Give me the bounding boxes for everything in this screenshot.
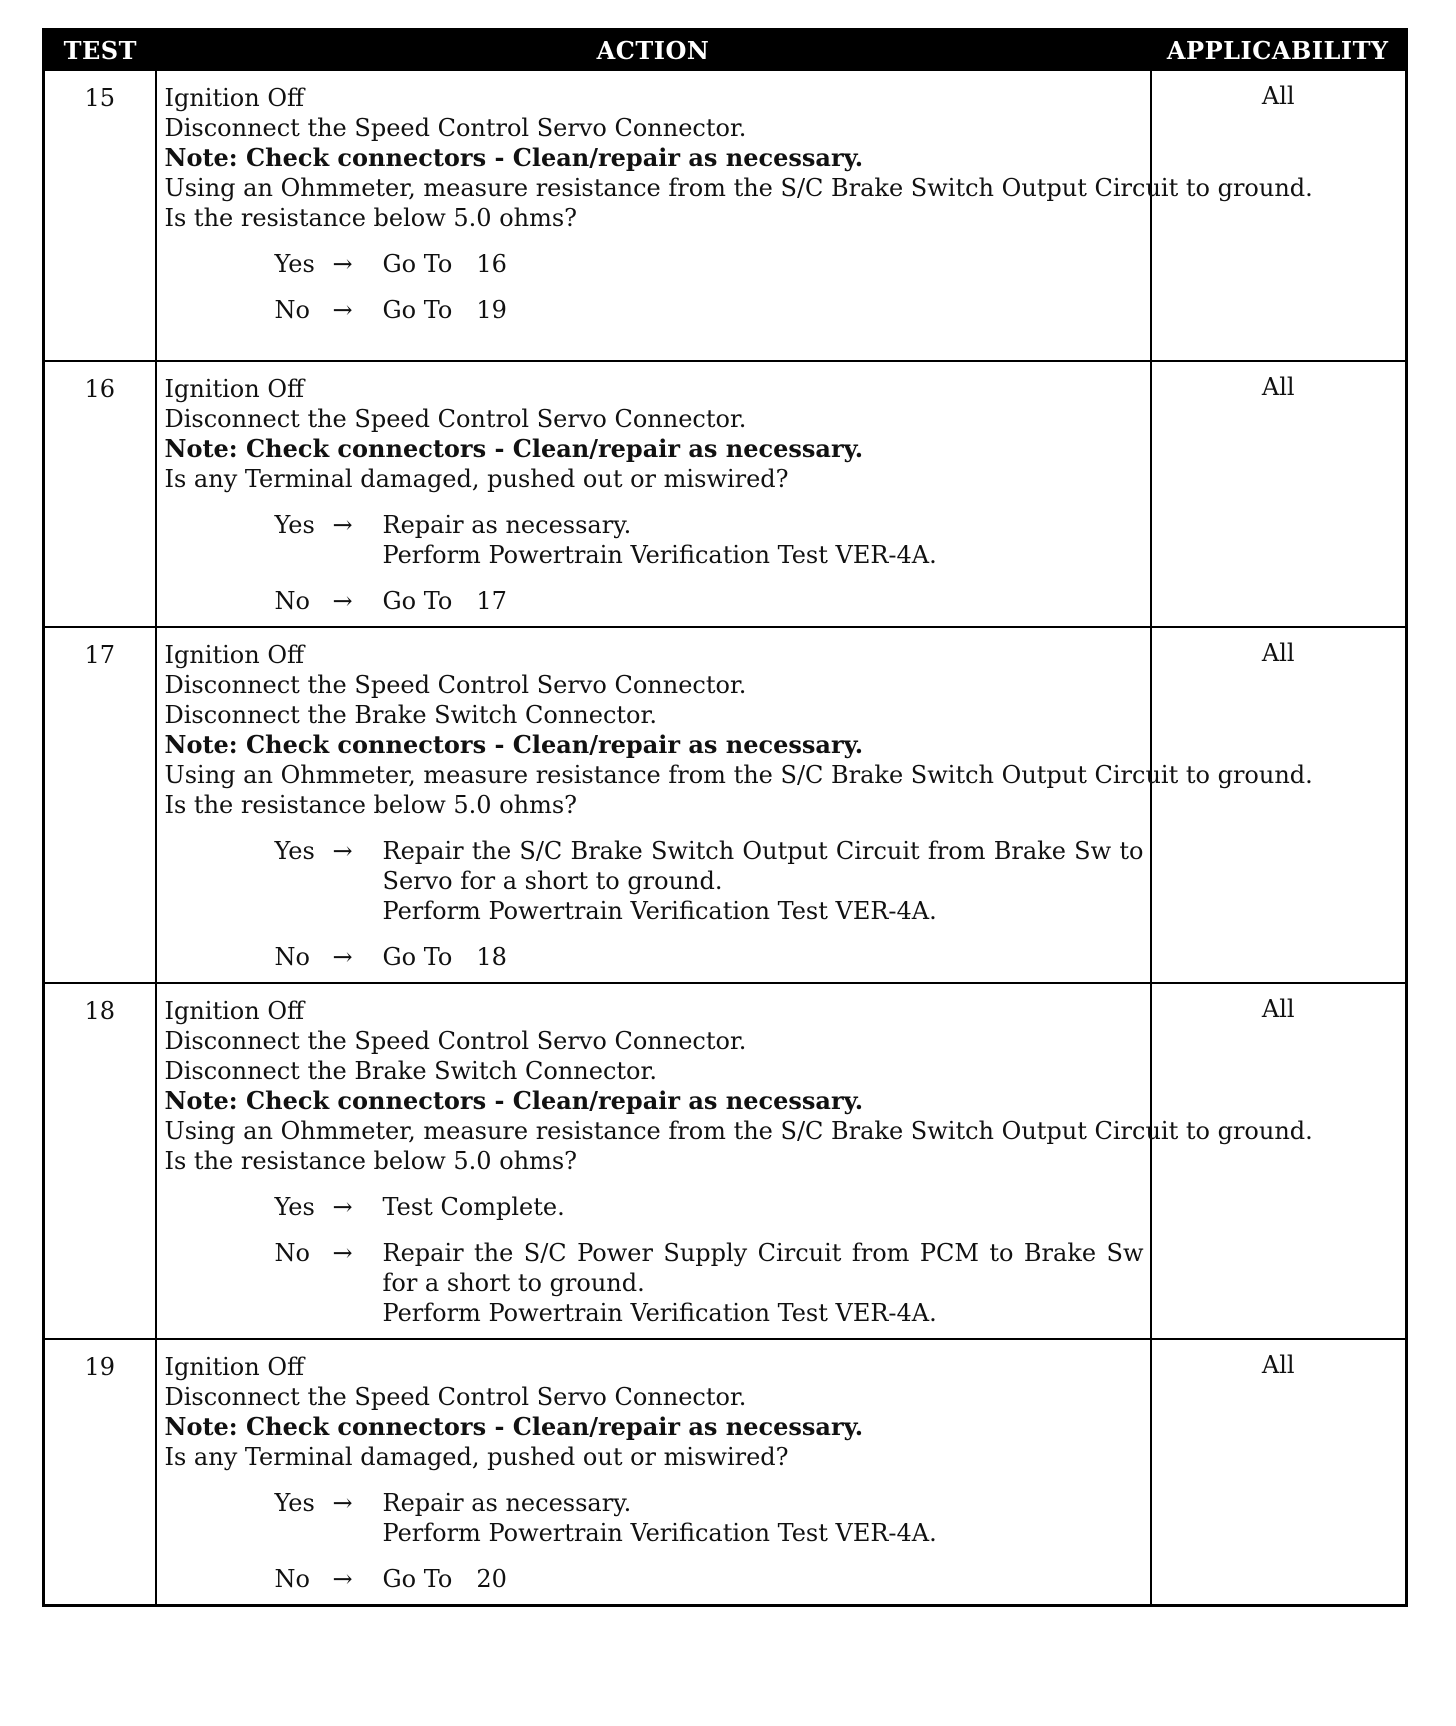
- instruction-line: Disconnect the Speed Control Servo Connector.: [164, 671, 747, 699]
- table-row: [44, 627, 1407, 983]
- arrow-icon: →: [332, 1193, 353, 1221]
- test-number: 19: [44, 1339, 156, 1606]
- answer-label: Yes: [274, 1489, 315, 1517]
- answer-label: Yes: [274, 511, 315, 539]
- test-number: 15: [44, 70, 156, 361]
- goto-instruction: [383, 942, 1144, 972]
- arrow-icon: →: [332, 250, 353, 278]
- goto-target: 20: [476, 1565, 507, 1593]
- column-header-test: TEST: [44, 30, 156, 71]
- diagnostic-test-table: [42, 28, 1408, 1607]
- instruction-line: Is the resistance below 5.0 ohms?: [164, 1147, 578, 1175]
- outcome-yes: [275, 836, 1144, 926]
- test-number: 17: [44, 627, 156, 983]
- arrow-icon: →: [332, 1489, 353, 1517]
- outcome-yes: [275, 1192, 1144, 1222]
- result-line: Repair as necessary.: [382, 511, 632, 539]
- result-line: Perform Powertrain Verification Test VER-4A.: [382, 541, 937, 569]
- goto-target: 18: [476, 943, 507, 971]
- table-row: [44, 1339, 1407, 1606]
- outcome-no: [275, 295, 1144, 325]
- applicability-value: All: [1151, 70, 1407, 361]
- table-row: [44, 70, 1407, 361]
- goto-label: Go To: [382, 943, 453, 971]
- note-line: Note: Check connectors - Clean/repair as necessary.: [164, 143, 864, 172]
- note-line: Note: Check connectors - Clean/repair as necessary.: [164, 1412, 864, 1441]
- goto-label: Go To: [382, 1565, 453, 1593]
- instruction-line: Using an Ohmmeter, measure resistance from the S/C Brake Switch Output Circuit to ground.: [164, 761, 1313, 789]
- note-line: Note: Check connectors - Clean/repair as necessary.: [164, 730, 864, 759]
- arrow-icon: →: [332, 943, 353, 971]
- answer-label: No: [274, 1565, 310, 1593]
- result-line: Perform Powertrain Verification Test VER-4A.: [382, 897, 937, 925]
- arrow-icon: →: [332, 511, 353, 539]
- instruction-line: Using an Ohmmeter, measure resistance from the S/C Brake Switch Output Circuit to ground.: [164, 174, 1313, 202]
- result-line: Repair the S/C Brake Switch Output Circuit from Brake Sw to Servo for a short to ground.: [382, 837, 1144, 895]
- result-line: Perform Powertrain Verification Test VER-4A.: [382, 1299, 937, 1327]
- action-cell: [156, 1339, 1151, 1606]
- instruction-line: Ignition Off: [164, 375, 305, 403]
- applicability-value: All: [1151, 361, 1407, 627]
- instruction-line: Disconnect the Speed Control Servo Connector.: [164, 1383, 747, 1411]
- applicability-value: All: [1151, 627, 1407, 983]
- outcome-no: [275, 942, 1144, 972]
- outcomes: [165, 249, 1144, 325]
- instruction-line: Disconnect the Speed Control Servo Connector.: [164, 114, 747, 142]
- answer-label: Yes: [274, 1193, 315, 1221]
- instruction-line: Is any Terminal damaged, pushed out or miswired?: [164, 1443, 789, 1471]
- outcome-result: [383, 836, 1144, 926]
- result-line: Perform Powertrain Verification Test VER-4A.: [382, 1519, 937, 1547]
- goto-instruction: [383, 249, 1144, 279]
- note-line: Note: Check connectors - Clean/repair as necessary.: [164, 434, 864, 463]
- result-line: Test Complete.: [382, 1193, 565, 1221]
- note-line: Note: Check connectors - Clean/repair as necessary.: [164, 1086, 864, 1115]
- outcome-no: [275, 586, 1144, 616]
- goto-label: Go To: [382, 250, 453, 278]
- column-header-action: ACTION: [156, 30, 1151, 71]
- applicability-value: All: [1151, 1339, 1407, 1606]
- table-header-row: [44, 30, 1407, 71]
- instruction-line: Disconnect the Speed Control Servo Connector.: [164, 405, 747, 433]
- table-row: [44, 983, 1407, 1339]
- instruction-line: Disconnect the Brake Switch Connector.: [164, 1057, 657, 1085]
- outcome-yes: [275, 1488, 1144, 1548]
- arrow-icon: →: [332, 587, 353, 615]
- outcomes: [165, 1192, 1144, 1328]
- instruction-line: Ignition Off: [164, 84, 305, 112]
- table-body: [44, 70, 1407, 1606]
- outcome-result: [383, 1238, 1144, 1328]
- arrow-icon: →: [332, 296, 353, 324]
- result-line: Repair as necessary.: [382, 1489, 632, 1517]
- instruction-line: Disconnect the Brake Switch Connector.: [164, 701, 657, 729]
- outcome-result: [383, 295, 1144, 325]
- action-cell: [156, 361, 1151, 627]
- goto-instruction: [383, 1564, 1144, 1594]
- goto-instruction: [383, 295, 1144, 325]
- instruction-line: Ignition Off: [164, 1353, 305, 1381]
- arrow-icon: →: [332, 1565, 353, 1593]
- answer-label: Yes: [274, 837, 315, 865]
- instruction-line: Is the resistance below 5.0 ohms?: [164, 204, 578, 232]
- outcome-result: [383, 510, 1144, 570]
- test-number: 18: [44, 983, 156, 1339]
- instruction-line: Ignition Off: [164, 641, 305, 669]
- goto-instruction: [383, 586, 1144, 616]
- answer-label: Yes: [274, 250, 315, 278]
- arrow-icon: →: [332, 1239, 353, 1267]
- result-line: Repair the S/C Power Supply Circuit from PCM to Brake Sw for a short to ground.: [382, 1239, 1144, 1297]
- outcome-result: [383, 1192, 1144, 1222]
- column-header-applicability: APPLICABILITY: [1151, 30, 1407, 71]
- goto-label: Go To: [382, 296, 453, 324]
- instruction-line: Using an Ohmmeter, measure resistance from the S/C Brake Switch Output Circuit to ground.: [164, 1117, 1313, 1145]
- test-number: 16: [44, 361, 156, 627]
- outcome-result: [383, 1564, 1144, 1594]
- outcome-result: [383, 1488, 1144, 1548]
- outcome-yes: [275, 510, 1144, 570]
- outcomes: [165, 836, 1144, 972]
- goto-target: 16: [476, 250, 507, 278]
- answer-label: No: [274, 296, 310, 324]
- outcomes: [165, 1488, 1144, 1594]
- instruction-line: Is the resistance below 5.0 ohms?: [164, 791, 578, 819]
- outcome-no: [275, 1564, 1144, 1594]
- outcome-no: [275, 1238, 1144, 1328]
- goto-target: 17: [476, 587, 507, 615]
- instruction-line: Disconnect the Speed Control Servo Connector.: [164, 1027, 747, 1055]
- goto-target: 19: [476, 296, 507, 324]
- instruction-line: Ignition Off: [164, 997, 305, 1025]
- outcomes: [165, 510, 1144, 616]
- answer-label: No: [274, 587, 310, 615]
- answer-label: No: [274, 1239, 310, 1267]
- outcome-result: [383, 249, 1144, 279]
- applicability-value: All: [1151, 983, 1407, 1339]
- outcome-result: [383, 942, 1144, 972]
- answer-label: No: [274, 943, 310, 971]
- outcome-result: [383, 586, 1144, 616]
- table-row: [44, 361, 1407, 627]
- instruction-line: Is any Terminal damaged, pushed out or miswired?: [164, 465, 789, 493]
- goto-label: Go To: [382, 587, 453, 615]
- arrow-icon: →: [332, 837, 353, 865]
- outcome-yes: [275, 249, 1144, 279]
